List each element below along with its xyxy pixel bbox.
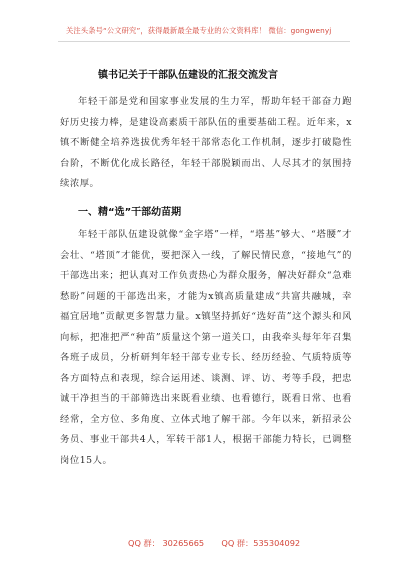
promo-banner: 关注头条号“公文研究”，获得最新最全最专业的公文资料库！ 微信：gongwenyj (66, 26, 332, 35)
qq-group-1: QQ 群： 30265665 (128, 538, 205, 548)
footer-contact (128, 536, 318, 550)
paragraph-selection: 年轻干部队伍建设就像“金字塔”一样，“塔基”够大、“塔腰”才会壮、“塔顶”才能优，要把深入一线，了解民情民意，“接地气”的干部选出来；把认真对工作负责热心为群众服务，解决好群众“急难愁盼”问题的干部选出来，才能为x镇高质量建成“共富共融城，幸福宜居地”贡献更多智慧力量。x镇坚持抓好“选好苗”这个源头和风向标，把准把严“种苗”质量这个第一道关口，由我牵头每年年召集各班子成员，分析研判年轻干部专业专长、经历经验、气质特质等各方面特点和表现，综合运用述、谈测、评、访、考等手段，把忠诚干净担当的干部筛选出来既看业绩、也看德行，既看日常、也看经常，全方位、多角度、立体式地了解干部。今年以来，新招录公务员、事业干部共4人，军转干部1人，根据干部能力特长，已调整岗位15人。 (60, 229, 352, 466)
banner-divider (58, 41, 350, 42)
qq-group-2: QQ 群：535304092 (221, 538, 301, 548)
section-heading: 一、精“选”干部幼苗期 (78, 207, 182, 218)
paragraph-intro: 年轻干部是党和国家事业发展的生力军，帮助年轻干部奋力跑好历史接力棒，是建设高素质干部队伍的重要基础工程。近年来，x镇不断健全培养选拔优秀年轻干部常态化工作机制，逐步打破隐性台阶，不断优化成长路径，年轻干部脱颖而出、人尽其才的氛围持续浓厚。 (60, 96, 352, 189)
document-title: 镇书记关于干部队伍建设的汇报交流发言 (98, 70, 278, 81)
